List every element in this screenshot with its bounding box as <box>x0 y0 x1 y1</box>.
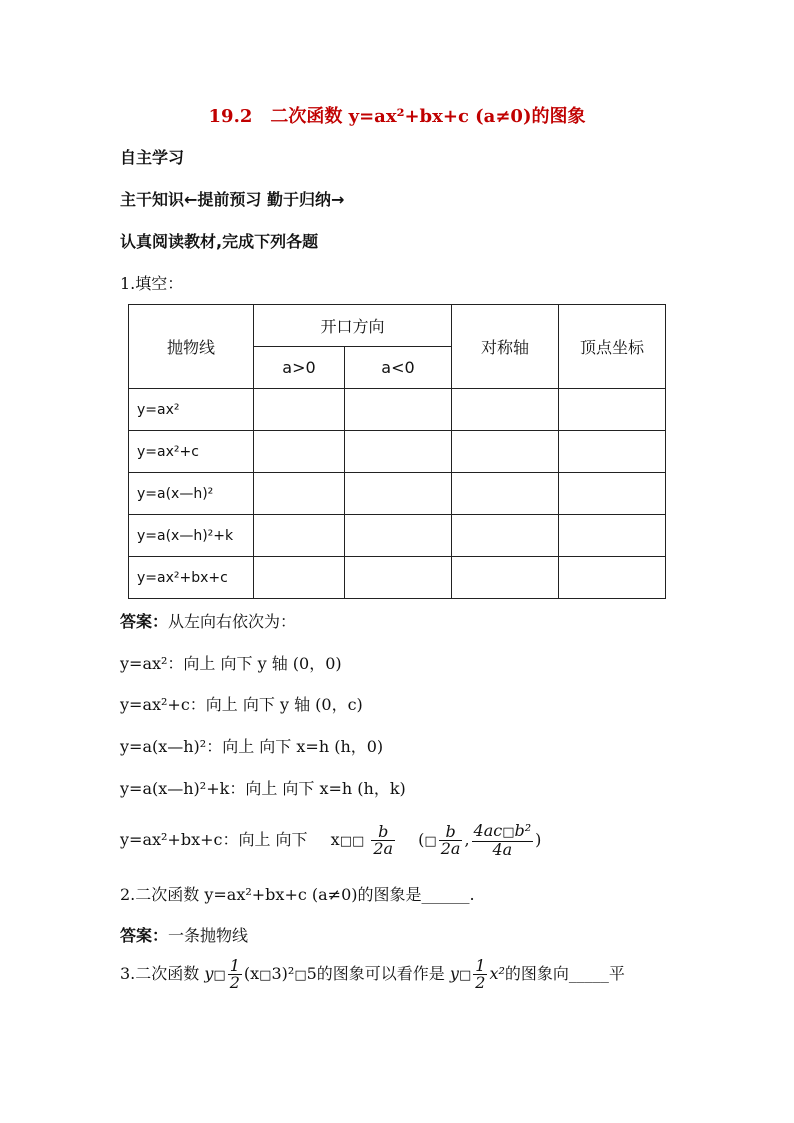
fraction-denominator: 4a <box>492 840 513 859</box>
question-2: 2.二次函数 y=ax²+bx+c (a≠0)的图象是______. <box>120 885 475 904</box>
table-row <box>129 515 666 557</box>
table-cell <box>559 515 666 557</box>
table-cell <box>452 515 559 557</box>
row-label: y=ax²+bx+c <box>129 557 254 599</box>
section-heading: 自主学习 <box>120 148 185 167</box>
header-a-positive: a>0 <box>254 347 345 389</box>
answer-line-2: y=ax²+c：向上 向下 y 轴 (0，c) <box>120 695 363 714</box>
answer-label: 答案： <box>120 926 169 945</box>
table-row <box>129 473 666 515</box>
table-cell <box>254 473 345 515</box>
header-opening: 开口方向 <box>254 305 452 347</box>
q3-var-x: x² <box>489 964 505 983</box>
fraction-numerator: 1 <box>475 956 486 975</box>
table-cell <box>452 473 559 515</box>
missing-glyph-icon: □ <box>502 825 515 840</box>
fraction-vertex-x <box>439 824 463 857</box>
q3-var-y: y <box>449 964 459 983</box>
fraction-denominator: 2a <box>440 839 461 858</box>
table-cell <box>559 557 666 599</box>
table-cell <box>452 557 559 599</box>
missing-glyph-icon: □□ <box>339 834 365 849</box>
parabola-table <box>128 304 666 599</box>
fraction-numerator: 4ac <box>473 821 503 840</box>
answer-5-prefix: y=ax²+bx+c：向上 向下 <box>120 830 308 849</box>
answer-line-3: y=a(x—h)²：向上 向下 x=h (h，0) <box>120 737 384 756</box>
fraction-numerator: b <box>371 824 395 841</box>
question-1-label: 1.填空： <box>120 274 184 293</box>
table-row <box>129 389 666 431</box>
fraction-b-over-2a <box>371 824 395 857</box>
answer-line-1: y=ax²：向上 向下 y 轴 (0，0) <box>120 654 342 673</box>
header-parabola: 抛物线 <box>129 305 254 389</box>
table-cell <box>559 473 666 515</box>
fraction-numerator: 1 <box>229 956 240 975</box>
table-cell <box>254 389 345 431</box>
answer-line-5: y=ax²+bx+c：向上 向下 x□□ $\frac{b}{2a}$ (□ $\frac{b}{2a}$ , $\frac{\text{4ac□b²}}{4a}$ ) <box>120 821 542 859</box>
table-row <box>129 557 666 599</box>
table-cell <box>345 431 452 473</box>
table-cell <box>559 389 666 431</box>
fraction-one-half <box>228 958 242 991</box>
missing-glyph-icon: □ <box>424 834 437 849</box>
table-cell <box>345 473 452 515</box>
table-cell <box>345 557 452 599</box>
q3-expr-part: 5 <box>306 964 317 983</box>
row-label: y=a(x—h)² <box>129 473 254 515</box>
missing-glyph-icon: □ <box>458 968 472 983</box>
answer-text: 一条抛物线 <box>168 926 249 945</box>
fraction-vertex-y <box>472 823 534 858</box>
header-a-negative: a<0 <box>345 347 452 389</box>
row-label: y=ax²+c <box>129 431 254 473</box>
fraction-denominator: 2a <box>373 839 394 858</box>
question-3 <box>120 954 625 996</box>
q3-expr-part: (x <box>243 964 260 983</box>
table-cell <box>254 557 345 599</box>
table-cell <box>345 515 452 557</box>
answer-intro: 从左向右依次为： <box>168 612 297 631</box>
table-cell <box>452 389 559 431</box>
table-cell <box>559 431 666 473</box>
fraction-numerator: b <box>439 824 463 841</box>
table-row <box>129 431 666 473</box>
missing-glyph-icon: □ <box>213 968 226 983</box>
page-title: 19.2 二次函数 y=ax²+bx+c (a≠0)的图象 <box>208 106 586 127</box>
instruction-heading: 认真阅读教材,完成下列各题 <box>120 232 319 251</box>
answer-line-4: y=a(x—h)²+k：向上 向下 x=h (h，k) <box>120 779 406 798</box>
fraction-numerator-part: b² <box>514 821 532 840</box>
question-2-answer <box>120 925 248 947</box>
table-cell <box>254 431 345 473</box>
row-label: y=a(x—h)²+k <box>129 515 254 557</box>
q3-text: 的图象可以看作是 <box>316 964 445 983</box>
answer-heading <box>120 611 296 633</box>
main-knowledge-heading: 主干知识←提前预习 勤于归纳→ <box>120 190 345 209</box>
header-axis: 对称轴 <box>452 305 559 389</box>
answer-5-x: x <box>330 830 340 849</box>
q3-var-y: y <box>204 964 214 983</box>
table-cell <box>254 515 345 557</box>
table-cell <box>452 431 559 473</box>
answer-label: 答案： <box>120 612 169 631</box>
fraction-denominator: 2 <box>229 973 240 992</box>
q3-prefix: 3.二次函数 <box>120 964 200 983</box>
q3-text: 的图象向_____平 <box>504 964 625 983</box>
table-cell <box>345 389 452 431</box>
missing-glyph-icon: □ <box>259 968 272 983</box>
q3-expr-part: 3)² <box>271 964 295 983</box>
fraction-denominator: 2 <box>475 973 486 992</box>
header-vertex: 顶点坐标 <box>559 305 666 389</box>
row-label: y=ax² <box>129 389 254 431</box>
fraction-one-half <box>473 958 487 991</box>
missing-glyph-icon: □ <box>294 968 307 983</box>
